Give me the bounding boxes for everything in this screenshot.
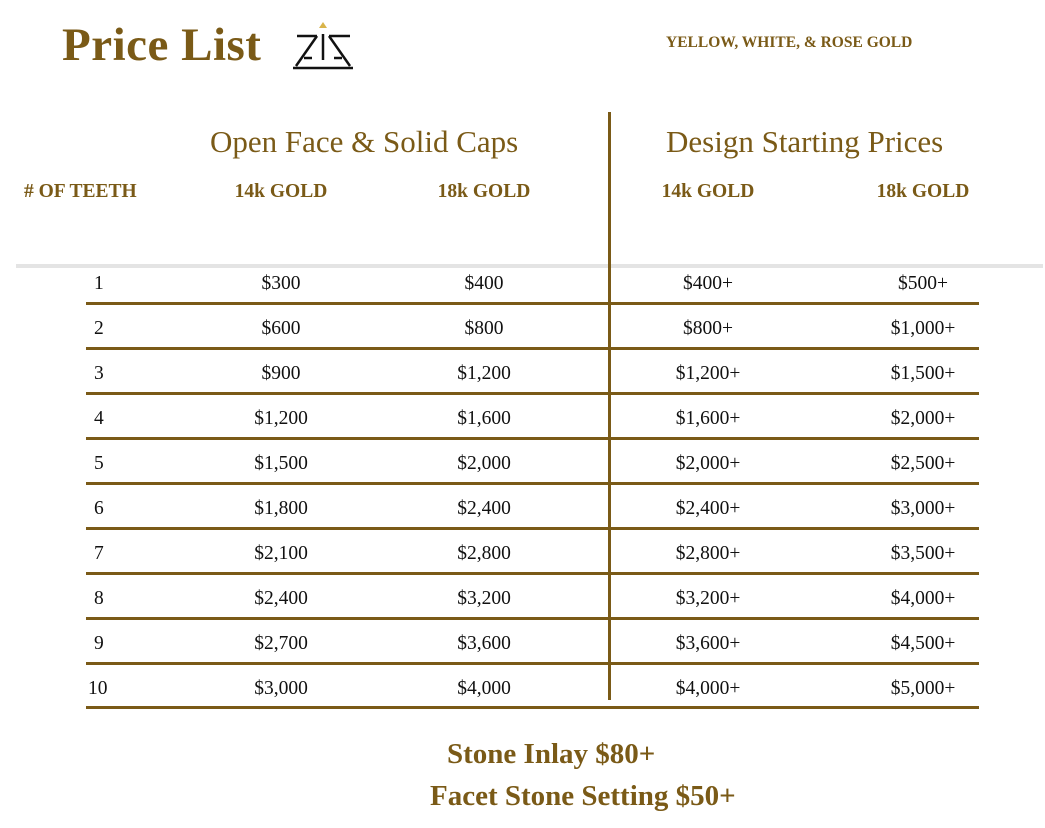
teeth-count-cell: 3: [94, 363, 104, 384]
teeth-count-cell: 6: [94, 498, 104, 519]
column-header-teeth: # OF TEETH: [24, 181, 137, 202]
row-divider: [86, 437, 979, 440]
stone-inlay-price: Stone Inlay $80+: [447, 738, 656, 770]
price-cell: $2,500+: [890, 453, 956, 474]
price-cell: $300: [261, 273, 301, 294]
price-cell: $2,400: [254, 588, 308, 609]
price-cell: $1,500+: [890, 363, 956, 384]
triangle-zig-logo-icon: [290, 20, 356, 72]
price-cell: $3,200: [457, 588, 511, 609]
price-cell: $1,600: [457, 408, 511, 429]
price-cell: $2,400: [457, 498, 511, 519]
price-cell: $1,800: [254, 498, 308, 519]
price-cell: $600: [261, 318, 301, 339]
price-cell: $400: [464, 273, 504, 294]
price-cell: $1,000+: [890, 318, 956, 339]
price-cell: $2,700: [254, 633, 308, 654]
section-open-face-heading: Open Face & Solid Caps: [210, 124, 519, 159]
gold-types-subtitle: YELLOW, WHITE, & ROSE GOLD: [666, 34, 913, 51]
row-divider: [86, 392, 979, 395]
price-cell: $1,200+: [675, 363, 741, 384]
price-cell: $1,200: [457, 363, 511, 384]
header-divider: [16, 264, 1043, 268]
section-design-heading: Design Starting Prices: [666, 124, 944, 159]
page-title: Price List: [62, 19, 262, 71]
column-header-open-18k: 18k GOLD: [437, 181, 531, 202]
column-header-design-14k: 14k GOLD: [661, 181, 755, 202]
price-cell: $4,000+: [890, 588, 956, 609]
teeth-count-cell: 1: [94, 273, 104, 294]
row-divider: [86, 527, 979, 530]
price-cell: $2,000+: [675, 453, 741, 474]
price-cell: $2,000+: [890, 408, 956, 429]
facet-stone-setting-price: Facet Stone Setting $50+: [430, 780, 736, 812]
price-cell: $4,000+: [675, 678, 741, 699]
teeth-count-cell: 10: [88, 678, 108, 699]
price-cell: $3,000+: [890, 498, 956, 519]
teeth-count-cell: 2: [94, 318, 104, 339]
teeth-count-cell: 4: [94, 408, 104, 429]
price-cell: $800+: [683, 318, 733, 339]
row-divider: [86, 706, 979, 709]
price-cell: $1,600+: [675, 408, 741, 429]
price-cell: $1,200: [254, 408, 308, 429]
row-divider: [86, 347, 979, 350]
price-cell: $2,800: [457, 543, 511, 564]
section-divider: [608, 112, 611, 700]
column-header-open-14k: 14k GOLD: [234, 181, 328, 202]
price-cell: $2,800+: [675, 543, 741, 564]
row-divider: [86, 662, 979, 665]
price-cell: $3,600: [457, 633, 511, 654]
teeth-count-cell: 7: [94, 543, 104, 564]
price-cell: $2,400+: [675, 498, 741, 519]
price-cell: $3,200+: [675, 588, 741, 609]
price-cell: $900: [261, 363, 301, 384]
teeth-count-cell: 9: [94, 633, 104, 654]
column-header-design-18k: 18k GOLD: [876, 181, 970, 202]
row-divider: [86, 302, 979, 305]
price-cell: $5,000+: [890, 678, 956, 699]
price-cell: $1,500: [254, 453, 308, 474]
price-cell: $2,000: [457, 453, 511, 474]
row-divider: [86, 482, 979, 485]
price-cell: $4,500+: [890, 633, 956, 654]
price-cell: $3,500+: [890, 543, 956, 564]
row-divider: [86, 572, 979, 575]
price-cell: $4,000: [457, 678, 511, 699]
teeth-count-cell: 5: [94, 453, 104, 474]
row-divider: [86, 617, 979, 620]
price-cell: $500+: [898, 273, 948, 294]
price-cell: $400+: [683, 273, 733, 294]
price-cell: $3,000: [254, 678, 308, 699]
price-cell: $800: [464, 318, 504, 339]
price-cell: $3,600+: [675, 633, 741, 654]
teeth-count-cell: 8: [94, 588, 104, 609]
price-cell: $2,100: [254, 543, 308, 564]
